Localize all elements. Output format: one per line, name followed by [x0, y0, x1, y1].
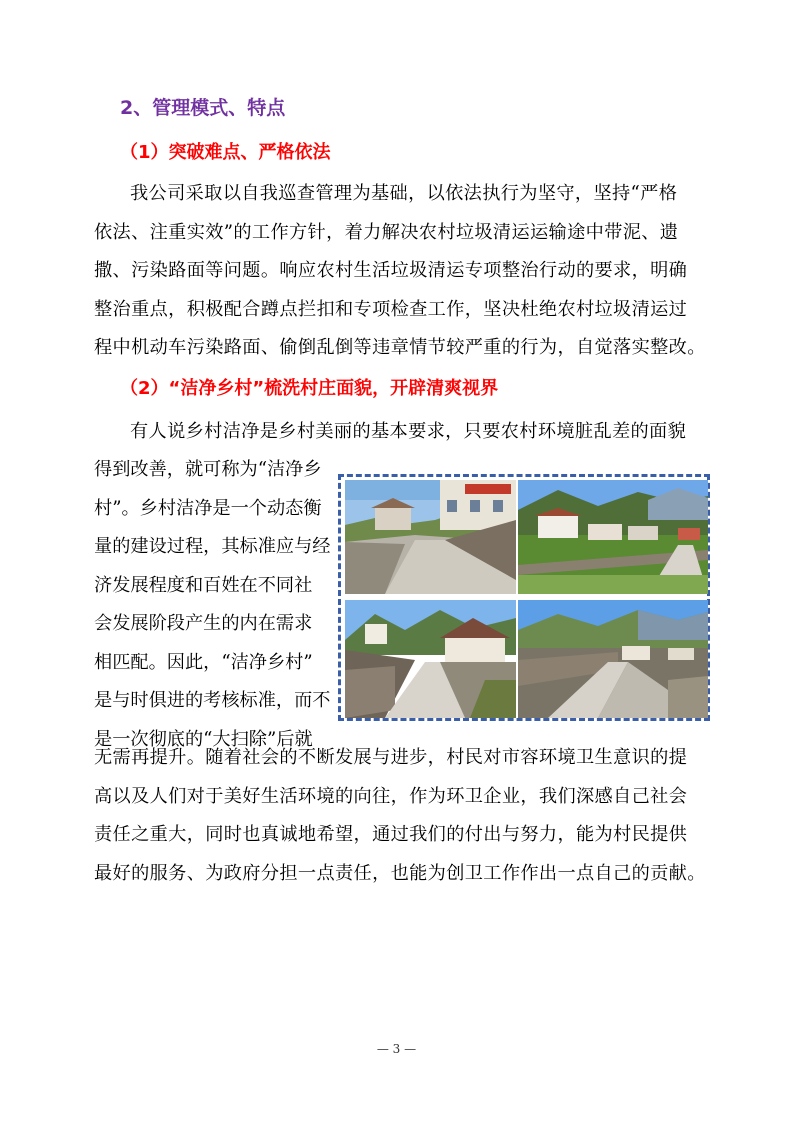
paragraph-line: 量的建设过程，其标准应与经: [94, 536, 331, 557]
stone-wall-road-photo: [345, 600, 516, 718]
village-road-photo: [345, 480, 516, 594]
paragraph-line: 得到改善，就可称为“洁净乡: [94, 459, 322, 480]
paragraph-2-continued: [94, 739, 706, 893]
page-number: — 3 —: [376, 1042, 417, 1056]
paragraph-line: 济发展程度和百姓在不同社: [94, 574, 313, 596]
paragraph-1: [94, 175, 706, 368]
paragraph-line: 整治重点，积极配合蹲点拦扣和专项检查工作，坚决杜绝农村垃圾清运过: [94, 298, 688, 320]
paragraph-line: 依法、注重实效”的工作方针，着力解决农村垃圾清运运输途中带泥、遗: [94, 221, 679, 243]
paragraph-line: 最好的服务、为政府分担一点责任，也能为创卫工作作出一点自己的贡献。: [94, 862, 706, 884]
photo-collage: [338, 474, 710, 721]
paragraph-2-wrapped-column: [94, 451, 340, 759]
paragraph-line: 程中机动车污染路面、偷倒乱倒等违章情节较严重的行为，自觉落实整改。: [94, 337, 706, 358]
paragraph-line: 是与时俱进的考核标准，而不: [94, 690, 331, 711]
paragraph-line: 村”。乡村洁净是一个动态衡: [94, 497, 322, 519]
village-fields-photo: [518, 480, 708, 594]
paragraph-line: 责任之重大，同时也真诚地希望，通过我们的付出与努力，能为村民提供: [94, 824, 688, 845]
paragraph-line: 相匹配。因此，“洁净乡村”: [94, 651, 313, 673]
section-heading: 2、管理模式、特点: [120, 97, 286, 119]
paragraph-line: 会发展阶段产生的内在需求: [94, 613, 313, 634]
paragraph-line: 无需再提升。随着社会的不断发展与进步，村民对市容环境卫生意识的提: [94, 747, 688, 768]
subheading-1: （1）突破难点、严格依法: [120, 142, 331, 163]
paragraph-line: 我公司采取以自我巡查管理为基础，以依法执行为坚守，坚持“严格: [130, 183, 678, 204]
paragraph-2-first-line: [94, 413, 700, 452]
subheading-2: （2）“洁净乡村”梳洗村庄面貌，开辟清爽视界: [120, 378, 499, 399]
paragraph-line: 是一次彻底的“大扫除”后就: [94, 728, 313, 750]
paragraph-line: 高以及人们对于美好生活环境的向往，作为环卫企业，我们深感自己社会: [94, 785, 688, 807]
paragraph-line: 撒、污染路面等问题。响应农村生活垃圾清运专项整治行动的要求，明确: [94, 260, 688, 281]
mountain-road-photo: [518, 600, 708, 718]
paragraph-line: 有人说乡村洁净是乡村美丽的基本要求，只要农村环境脏乱差的面貌: [130, 421, 687, 442]
